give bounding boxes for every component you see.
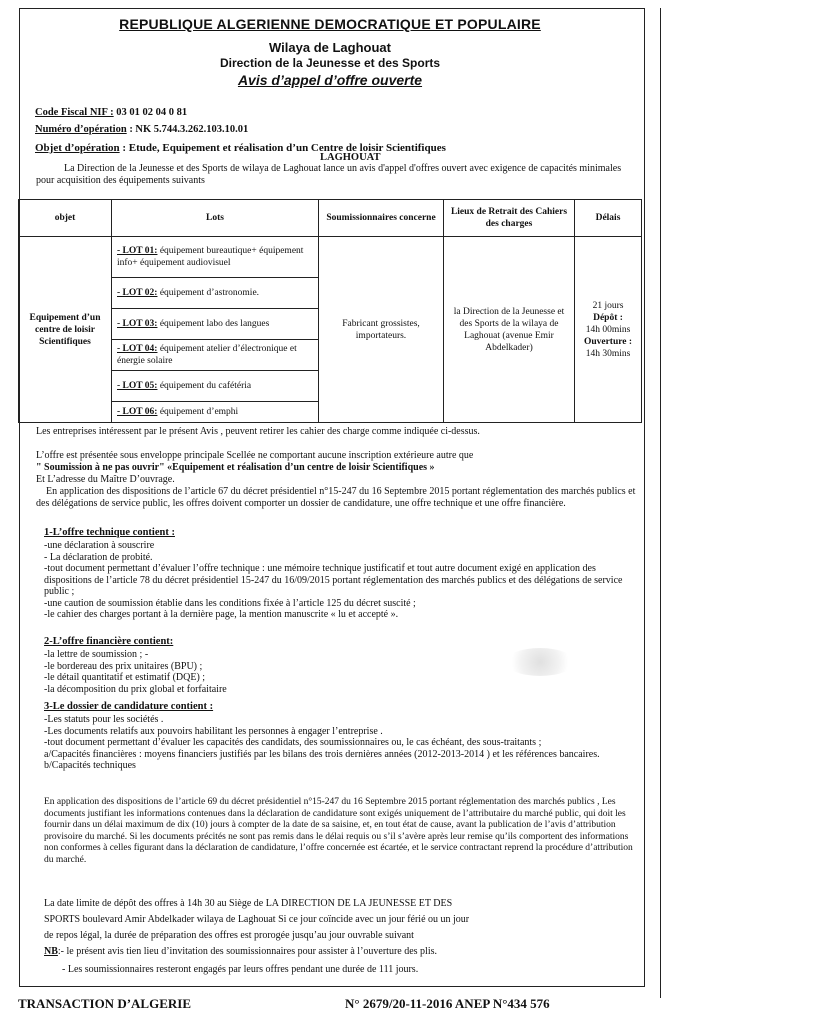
republic-heading: REPUBLIQUE ALGERIENNE DEMOCRATIQUE ET POPULAIRE bbox=[119, 16, 541, 32]
lot-name: - LOT 02: bbox=[117, 288, 158, 298]
candidature-title: 3-Le dossier de candidature contient : bbox=[44, 701, 214, 712]
list-item: -une caution de soumission établie dans les conditions fixée à l’article 125 du décret suscité ; bbox=[44, 597, 416, 609]
lot-cell bbox=[112, 340, 319, 371]
objet-line bbox=[35, 142, 446, 154]
depot-label: Dépôt : bbox=[593, 312, 623, 323]
offre-line-2: " Soumission à ne pas ouvrir" «Equipement et réalisation d’un centre de loisir Scientifiques » bbox=[36, 462, 435, 473]
engagement-line: - Les soumissionnaires resteront engagés par leurs offres pendant une durée de 111 jours. bbox=[62, 964, 419, 975]
technical-offer-list bbox=[44, 540, 636, 621]
offre-paragraph bbox=[36, 450, 638, 486]
list-item: -Les statuts pour les sociétés . bbox=[44, 714, 164, 725]
list-item: -le cahier des charges portant à la dernière page, la mention manuscrite « lu et accepté ». bbox=[44, 609, 399, 620]
objet-cell: Equipement d’un centre de loisir Scientifiques bbox=[19, 237, 112, 423]
document-title: Avis d’appel d’offre ouverte bbox=[237, 72, 423, 88]
nb-label: NB bbox=[44, 946, 58, 957]
header-delais: Délais bbox=[575, 200, 642, 237]
list-item: -tout document permettant d’évaluer l’offre technique : une mémoire technique justificatif et tout autre document exigé en application des dispositions de l’article 78 du décret présidentiel 15-247 du 16/09/2015 portant réglementation des marchés publics et des délégations de service public ; bbox=[44, 563, 623, 597]
deadline-paragraph bbox=[44, 896, 636, 944]
header-lots: Lots bbox=[112, 200, 319, 237]
margin-line bbox=[660, 8, 661, 998]
list-item: -une déclaration à souscrire bbox=[44, 540, 155, 551]
wilaya-heading: Wilaya de Laghouat bbox=[269, 40, 391, 55]
lot-cell bbox=[112, 309, 319, 340]
header-objet: objet bbox=[19, 200, 112, 237]
list-item: b/Capacités techniques bbox=[44, 760, 136, 771]
lot-name: - LOT 01: bbox=[117, 246, 158, 256]
lot-cell bbox=[112, 278, 319, 309]
lots-table bbox=[18, 199, 642, 423]
nif-line bbox=[35, 107, 187, 118]
ouverture-time: 14h 30mins bbox=[585, 348, 631, 359]
list-item: -la lettre de soumission ; - bbox=[44, 649, 149, 660]
lot-name: - LOT 03: bbox=[117, 319, 158, 329]
depot-time: 14h 00mins bbox=[585, 324, 631, 335]
lot-name: - LOT 04: bbox=[117, 344, 158, 354]
footer-publication: TRANSACTION D’ALGERIE bbox=[18, 996, 191, 1011]
list-item: a/Capacités financières : moyens financiers justifiés par les bilans des trois dernières années (2012-2013-2014 ) et les références bancaires. bbox=[44, 748, 600, 760]
article-69-paragraph: En application des dispositions de l’article 69 du décret présidentiel n°15-247 du 16 Septembre 2015 portant réglementation des marchés publics , Les documents justifiant les informations contenues dans la déclaration de candidature sont exigés uniquement de l’attributaire du marché public, qui doit les fournir dans un délai maximum de dix (10) jours à compter de la date de sa saisine, et, en tout état de cause, avant la publication de l’avis d’attribution provisoire du marché. Si les documents précités ne sont pas remis dans le délai requis ou s’il s’avère après leur remise qu’ils comportent des informations non conformes à celles figurant dans la déclaration de candidature, l’offre concernée est écartée, et le service contractant reprend la procédure d’attribution du marché. bbox=[44, 797, 633, 865]
ouverture-label: Ouverture : bbox=[583, 336, 633, 347]
direction-heading: Direction de la Jeunesse et des Sports bbox=[219, 56, 441, 70]
article-67-paragraph: En application des dispositions de l’article 67 du décret présidentiel n°15-247 du 16 Septembre 2015 portant réglementation des marchés publics et des délégations de service public, les offres doivent comporter un dossier de candidature, une offre technique et une offre financière. bbox=[36, 486, 636, 509]
list-item: -le bordereau des prix unitaires (BPU) ; bbox=[44, 660, 203, 672]
list-item: - La déclaration de probité. bbox=[44, 551, 153, 563]
delais-duree: 21 jours bbox=[592, 300, 624, 311]
lot-cell bbox=[112, 402, 319, 423]
lot-desc: équipement atelier d’électronique et énergie solaire bbox=[117, 344, 297, 366]
lot-desc: équipement bureautique+ équipement info+ équipement audiovisuel bbox=[117, 246, 304, 268]
nif-value: 03 01 02 04 0 81 bbox=[116, 107, 188, 118]
lot-name: - LOT 06: bbox=[117, 407, 158, 417]
footer-reference: N° 2679/20-11-2016 ANEP N°434 576 bbox=[345, 996, 550, 1011]
nb-text: :- le présent avis tien lieu d’invitation des soumissionnaires pour assister à l’ouverture des plis. bbox=[57, 946, 437, 957]
nb-line bbox=[44, 946, 646, 958]
intro-paragraph: La Direction de la Jeunesse et des Sports de wilaya de Laghouat lance un avis d'appel d'offres ouvert avec exigence de capacités minimales pour acquisition des équipements suivants bbox=[36, 163, 622, 186]
lot-cell bbox=[112, 237, 319, 278]
header-soumissionnaires: Soumissionnaires concerne bbox=[319, 200, 444, 237]
list-item: -tout document permettant d’évaluer les capacités des candidats, des soumissionnaires ou, le cas échéant, des sous-traitants ; bbox=[44, 737, 542, 748]
retrait-paragraph: Les entreprises intéressent par le présent Avis , peuvent retirer les cahier des charge comme indiquée ci-dessus. bbox=[36, 426, 480, 437]
offre-line-1: L’offre est présentée sous enveloppe principale Scellée ne comportant aucune inscription extérieure autre que bbox=[36, 450, 474, 461]
list-item: -Les documents relatifs aux pouvoirs habilitant les personnes à engager l’entreprise . bbox=[44, 725, 383, 737]
financial-offer-title: 2-L’offre financière contient: bbox=[44, 636, 174, 647]
offre-line-3: Et L’adresse du Maître D’ouvrage. bbox=[36, 474, 175, 485]
table-header-row bbox=[19, 200, 642, 237]
operation-value: : NK 5.744.3.262.103.10.01 bbox=[129, 124, 249, 135]
objet-label: Objet d’opération bbox=[35, 142, 120, 154]
operation-line bbox=[35, 124, 248, 135]
header-lieux: Lieux de Retrait des Cahiers des charges bbox=[444, 200, 575, 237]
deadline-line-3: de repos légal, la durée de préparation des offres est prorogée jusqu’au jour ouvrable suivant bbox=[44, 930, 414, 941]
faded-stamp-mark bbox=[505, 648, 575, 676]
lot-cell bbox=[112, 371, 319, 402]
operation-label: Numéro d’opération bbox=[35, 124, 127, 135]
list-item: -le détail quantitatif et estimatif (DQE) ; bbox=[44, 672, 206, 683]
deadline-line-2: SPORTS boulevard Amir Abdelkader wilaya de Laghouat Si ce jour coïncide avec un jour férié ou un jour bbox=[44, 914, 470, 925]
lot-desc: équipement labo des langues bbox=[157, 319, 270, 329]
delais-cell bbox=[575, 237, 642, 423]
deadline-line-1: La date limite de dépôt des offres à 14h 30 au Siège de LA DIRECTION DE LA JEUNESSE ET DES bbox=[44, 898, 453, 909]
lot-desc: équipement d’emphi bbox=[157, 407, 239, 417]
technical-offer-title: 1-L’offre technique contient : bbox=[44, 527, 175, 538]
soumissionnaires-cell: Fabricant grossistes, importateurs. bbox=[319, 237, 444, 423]
lieux-cell: la Direction de la Jeunesse et des Sports de la wilaya de Laghouat (avenue Emir Abdelkader) bbox=[444, 237, 575, 423]
lot-desc: équipement d’astronomie. bbox=[157, 288, 260, 298]
list-item: -la décomposition du prix global et forfaitaire bbox=[44, 683, 227, 695]
candidature-list bbox=[44, 714, 636, 772]
lot-name: - LOT 05: bbox=[117, 381, 158, 391]
table-row bbox=[19, 237, 642, 278]
lot-desc: équipement du cafétéria bbox=[157, 381, 252, 391]
objet-city: LAGHOUAT bbox=[320, 152, 381, 163]
objet-value: : Etude, Equipement et réalisation d’un Centre de loisir Scientifiques bbox=[122, 142, 446, 154]
nif-label: Code Fiscal NIF : bbox=[35, 107, 114, 118]
